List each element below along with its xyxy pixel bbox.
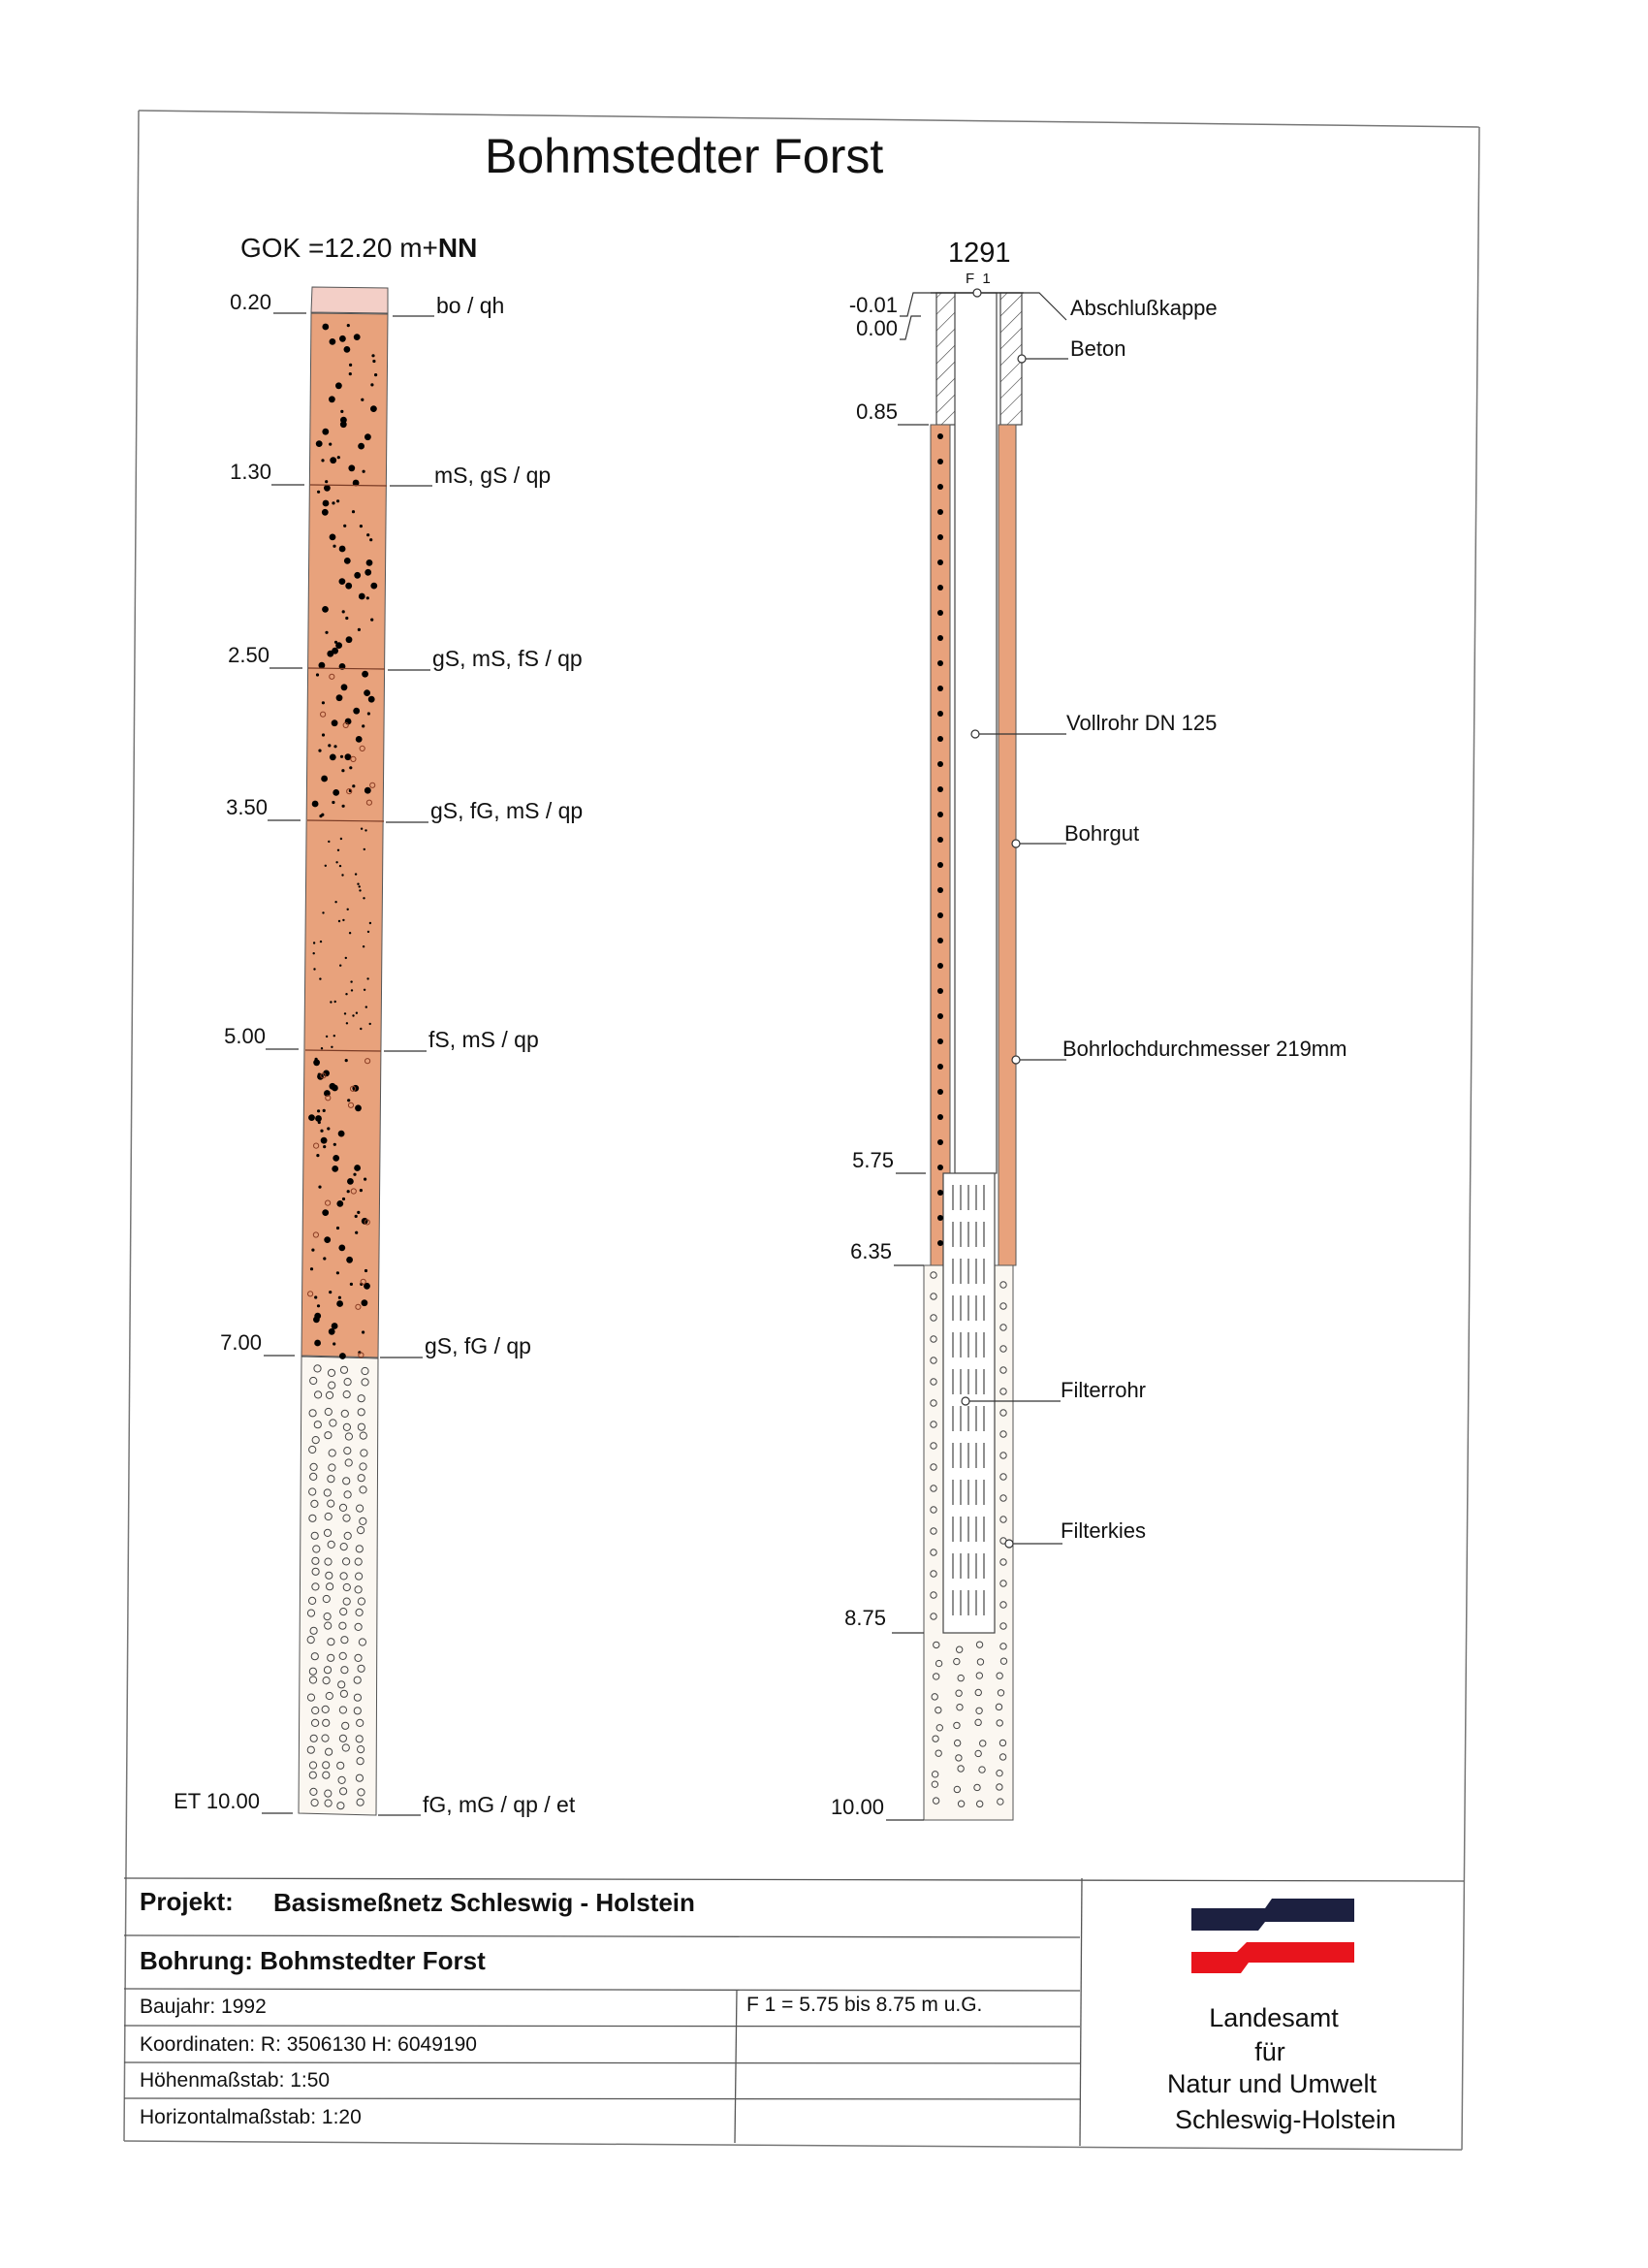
gravel-dot xyxy=(357,1211,360,1214)
gravel-dot xyxy=(364,569,371,576)
gravel-dot xyxy=(336,499,339,502)
gravel-dot xyxy=(330,1001,332,1003)
bohrung-label: Bohrung: Bohmstedter Forst xyxy=(140,1946,486,1975)
gravel-dot xyxy=(338,920,340,922)
gravel-dot xyxy=(336,1200,343,1207)
bohrgut-dot xyxy=(937,711,943,717)
gravel-dot xyxy=(354,1165,361,1171)
gravel-dot xyxy=(364,1269,367,1272)
gravel-dot xyxy=(332,1085,338,1092)
layer-label: fG, mG / qp / et xyxy=(423,1792,576,1817)
gravel-dot xyxy=(347,909,349,910)
bohrgut-dot xyxy=(937,1089,943,1095)
projekt-value: Basismeßnetz Schleswig - Holstein xyxy=(273,1888,695,1917)
gravel-dot xyxy=(332,1323,338,1329)
gravel-dot xyxy=(352,784,355,787)
gravel-dot xyxy=(364,989,365,991)
gravel-dot xyxy=(319,977,321,979)
gravel-dot xyxy=(367,931,369,933)
annotation-beton: Beton xyxy=(1070,336,1126,361)
gravel-dot xyxy=(361,828,363,830)
gravel-dot xyxy=(323,1109,326,1112)
gravel-dot xyxy=(336,1300,343,1307)
gravel-dot xyxy=(313,1317,320,1324)
gravel-dot xyxy=(340,410,343,413)
gravel-dot xyxy=(326,1036,328,1038)
gravel-dot xyxy=(311,1249,314,1252)
gravel-dot xyxy=(330,534,336,541)
gravel-dot xyxy=(363,470,365,473)
gravel-dot xyxy=(339,335,346,342)
bohrgut-dot xyxy=(937,585,943,591)
gravel-dot xyxy=(346,1257,353,1263)
gravel-dot xyxy=(321,776,328,783)
gravel-dot xyxy=(340,417,347,424)
bohrgut-dot xyxy=(937,635,943,641)
filter-range: F 1 = 5.75 bis 8.75 m u.G. xyxy=(746,1994,983,2016)
gravel-dot xyxy=(364,1178,366,1181)
gravel-dot xyxy=(343,525,346,527)
gravel-dot xyxy=(325,865,327,867)
bohrgut-dot xyxy=(937,660,943,666)
gravel-dot xyxy=(322,911,324,913)
gravel-dot xyxy=(360,1189,363,1192)
agency-line: für xyxy=(1254,2037,1285,2066)
filter-id: F 1 xyxy=(966,271,993,287)
gravel-dot xyxy=(370,583,377,590)
well-depth-label: 0.00 xyxy=(856,316,898,340)
gravel-dot xyxy=(338,1131,345,1137)
bohrgut-dot xyxy=(937,484,943,490)
gravel-dot xyxy=(333,1035,335,1037)
layer-label: mS, gS / qp xyxy=(434,463,552,488)
gravel-dot xyxy=(349,932,351,934)
gravel-dot xyxy=(339,546,346,553)
gravel-dot xyxy=(324,1236,331,1243)
bohrgut-dot xyxy=(937,761,943,767)
label-leaders xyxy=(378,316,434,1815)
gravel-dot xyxy=(366,559,373,566)
gravel-dot xyxy=(333,745,336,748)
well-depth-label: -0.01 xyxy=(848,293,898,317)
soil-profile-column xyxy=(262,287,434,1815)
profile-depth-label: 7.00 xyxy=(220,1330,262,1355)
gravel-dot xyxy=(351,989,353,991)
gravel-dot xyxy=(342,1198,345,1200)
gravel-dot xyxy=(358,443,364,450)
gravel-dot xyxy=(338,1296,341,1299)
profile-depth-label: 0.20 xyxy=(230,290,271,314)
gravel-dot xyxy=(322,701,325,704)
gravel-dot xyxy=(363,945,364,947)
well-depth-label: 5.75 xyxy=(852,1148,894,1172)
gravel-dot xyxy=(337,849,339,851)
gravel-dot xyxy=(359,889,361,891)
gravel-dot xyxy=(359,885,361,887)
gravel-dot xyxy=(321,1137,328,1144)
gravel-dot xyxy=(329,443,332,446)
gravel-dot xyxy=(333,1143,336,1146)
gravel-dot xyxy=(316,1154,319,1157)
gravel-dot xyxy=(371,354,374,357)
annotation-filterkies: Filterkies xyxy=(1061,1518,1147,1543)
lanu-logo xyxy=(1191,1899,1354,1973)
gravel-dot xyxy=(342,610,345,613)
gravel-dot xyxy=(325,480,328,483)
bohrgut-dot xyxy=(937,786,943,792)
gravel-dot xyxy=(364,848,365,850)
gravel-dot xyxy=(354,572,361,579)
gravel-dot xyxy=(315,1115,322,1122)
gravel-dot xyxy=(318,1186,321,1189)
gravel-dot xyxy=(339,1353,346,1359)
gravel-dot xyxy=(349,372,352,375)
gravel-dot xyxy=(372,360,375,363)
gravel-dot xyxy=(333,1342,335,1345)
gravel-dot xyxy=(357,883,359,885)
gravel-dot xyxy=(322,509,329,516)
profile-depth-label: 1.30 xyxy=(230,460,271,484)
gravel-dot xyxy=(339,578,346,585)
gravel-dot xyxy=(327,1127,330,1130)
bohrgut-dot xyxy=(937,837,943,843)
horizontalmassstab: Horizontalmaßstab: 1:20 xyxy=(140,2106,362,2128)
gravel-dot xyxy=(329,1291,332,1294)
gravel-dot xyxy=(335,861,337,863)
gravel-dot xyxy=(366,533,369,536)
gravel-dot xyxy=(362,1330,364,1333)
gravel-dot xyxy=(347,1178,354,1185)
gravel-dot xyxy=(353,1173,356,1176)
gravel-dot xyxy=(313,968,315,970)
gravel-dot xyxy=(339,865,341,867)
gravel-dot xyxy=(340,755,343,758)
gravel-dot xyxy=(313,1059,320,1066)
gravel-dot xyxy=(345,753,352,760)
gravel-dot xyxy=(345,993,347,995)
gravel-dot xyxy=(317,1304,320,1307)
gravel-dot xyxy=(355,873,357,875)
gravel-dot xyxy=(308,1114,315,1121)
well-depth-label: 0.85 xyxy=(856,399,898,424)
gravel-dot xyxy=(316,440,323,447)
gravel-dot xyxy=(332,648,338,655)
bohrgut-dot xyxy=(937,459,943,464)
koordinaten: Koordinaten: R: 3506130 H: 6049190 xyxy=(140,2033,477,2056)
bohrgut-dot xyxy=(937,1064,943,1070)
gravel-dot xyxy=(322,606,329,613)
hoehenmassstab: Höhenmaßstab: 1:50 xyxy=(140,2069,331,2092)
gravel-dot xyxy=(322,733,325,736)
profile-depth-label: 5.00 xyxy=(224,1024,266,1048)
bohrgut-dot xyxy=(937,862,943,868)
gravel-dot xyxy=(317,1109,320,1112)
well-depth-label: 10.00 xyxy=(830,1795,884,1819)
gravel-dot xyxy=(330,338,336,345)
gravel-dot xyxy=(360,525,363,527)
gok-bold: NN xyxy=(437,233,478,263)
gravel-dot xyxy=(352,510,355,513)
bohrgut-dot xyxy=(937,559,943,565)
gravel-dot xyxy=(333,1155,339,1162)
gravel-dot xyxy=(349,766,352,769)
annotation-bohrlochdurchmesser: Bohrlochdurchmesser 219mm xyxy=(1062,1037,1347,1061)
gravel-dot xyxy=(325,631,328,634)
gravel-dot xyxy=(328,744,331,747)
gravel-dot xyxy=(354,334,361,340)
gravel-dot xyxy=(331,1046,333,1048)
gravel-dot xyxy=(345,1059,348,1062)
gravel-dot xyxy=(369,538,372,541)
bohrgut-dot xyxy=(937,1139,943,1145)
gravel-dot xyxy=(330,457,336,463)
annotation-bohrgut: Bohrgut xyxy=(1064,821,1140,846)
bohrgut-dot xyxy=(937,963,943,969)
projekt-label: Projekt: xyxy=(140,1887,234,1916)
layer-label: bo / qh xyxy=(436,293,505,318)
gravel-dot xyxy=(363,897,364,899)
well-depth-label: 6.35 xyxy=(850,1239,892,1263)
gravel-dot xyxy=(344,346,351,353)
gravel-dot xyxy=(346,636,353,643)
bohrgut-dot xyxy=(937,1114,943,1120)
profile-depth-label: ET 10.00 xyxy=(174,1789,260,1813)
gravel-dot xyxy=(334,901,336,903)
gravel-dot xyxy=(323,500,330,507)
gravel-dot xyxy=(355,1215,358,1218)
page-title: Bohmstedter Forst xyxy=(485,129,884,183)
gravel-dot xyxy=(345,957,347,959)
gravel-dot xyxy=(364,787,371,794)
gravel-dot xyxy=(335,382,342,389)
gravel-dot xyxy=(360,1028,362,1030)
gravel-dot xyxy=(336,1227,339,1230)
gravel-dot xyxy=(313,952,315,954)
gravel-dot xyxy=(348,464,355,471)
gravel-dot xyxy=(330,397,333,399)
gravel-dot xyxy=(370,619,373,622)
well-number: 1291 xyxy=(948,238,1011,269)
gravel-dot xyxy=(317,491,320,494)
gravel-dot xyxy=(322,429,329,435)
bohrgut-dot xyxy=(937,912,943,918)
annotation-abschlusskappe: Abschlußkappe xyxy=(1070,296,1218,320)
agency-line: Natur und Umwelt xyxy=(1166,2069,1378,2098)
gok-prefix: GOK =12.20 m+ xyxy=(240,233,438,263)
gravel-dot xyxy=(362,671,368,678)
gravel-dot xyxy=(323,1145,326,1148)
gravel-dot xyxy=(362,1299,368,1306)
gravel-dot xyxy=(344,558,351,564)
gravel-dot xyxy=(313,942,315,943)
gravel-dot xyxy=(369,1023,371,1025)
bohrgut-dot xyxy=(937,812,943,817)
annotation-filterrohr: Filterrohr xyxy=(1061,1378,1147,1402)
gravel-dot xyxy=(332,1166,338,1172)
gravel-dot xyxy=(345,617,348,620)
gravel-dot xyxy=(333,545,335,548)
gravel-dot xyxy=(359,593,365,600)
gravel-dot xyxy=(361,399,364,401)
bohrgut-dot xyxy=(937,1013,943,1019)
layer-label: gS, fG, mS / qp xyxy=(430,798,584,823)
gravel-dot xyxy=(342,919,344,921)
gravel-dot xyxy=(314,1295,317,1298)
gravel-dot xyxy=(329,1328,335,1335)
gravel-dot xyxy=(355,1104,362,1111)
gravel-dot xyxy=(364,829,366,831)
gravel-dot xyxy=(324,485,331,492)
bohrgut-dot xyxy=(937,1240,943,1246)
gravel-dot xyxy=(332,719,338,726)
well-construction xyxy=(886,289,1068,1820)
bohrgut-dot xyxy=(937,1190,943,1196)
gravel-dot xyxy=(321,1047,323,1049)
bohrgut-dot xyxy=(937,1215,943,1221)
gravel-dot xyxy=(347,1190,350,1193)
layer-label: gS, mS, fS / qp xyxy=(432,646,583,671)
bohrgut-dot xyxy=(937,1038,943,1044)
gravel-dot xyxy=(323,1257,326,1260)
gravel-dot xyxy=(349,364,352,367)
layer-label: fS, mS / qp xyxy=(428,1027,539,1052)
gravel-dot xyxy=(336,694,343,701)
gravel-dot xyxy=(312,801,319,808)
bohrgut-dot xyxy=(937,988,943,994)
bohrgut-dot xyxy=(937,509,943,515)
gravel-dot xyxy=(322,324,329,331)
gravel-dot xyxy=(334,1001,336,1003)
gravel-dot xyxy=(368,696,375,703)
gravel-dot xyxy=(322,1209,329,1216)
bohrgut-left xyxy=(931,425,950,1265)
gravel-dot xyxy=(350,1283,353,1286)
gravel-dot xyxy=(370,405,377,412)
gravel-dot xyxy=(356,736,363,743)
bohrgut-dot xyxy=(937,534,943,540)
gravel-dot xyxy=(310,1267,313,1270)
gravel-dot xyxy=(314,1340,321,1347)
gravel-dot xyxy=(337,456,340,459)
beton-left xyxy=(936,293,956,425)
baujahr: Baujahr: 1992 xyxy=(140,1996,267,2018)
gravel-dot xyxy=(366,977,368,979)
gravel-dot xyxy=(320,941,322,942)
gravel-dot xyxy=(353,708,360,715)
layer-topsoil xyxy=(311,287,388,313)
gravel-dot xyxy=(339,965,341,967)
gravel-dot xyxy=(334,641,337,644)
gravel-dot xyxy=(328,841,330,843)
well-depth-label: 8.75 xyxy=(844,1606,886,1630)
gravel-dot xyxy=(344,1012,346,1014)
bohrgut-dot xyxy=(937,736,943,742)
bohrgut-dot xyxy=(937,610,943,616)
gravel-dot xyxy=(369,922,371,924)
gravel-dot xyxy=(320,1130,323,1133)
gravel-dot xyxy=(318,750,321,752)
gravel-dot xyxy=(370,383,373,386)
gravel-dot xyxy=(347,1099,350,1102)
gravel-dot xyxy=(364,689,370,696)
profile-depth-label: 3.50 xyxy=(226,795,268,819)
gravel-dot xyxy=(341,769,344,772)
gravel-dot xyxy=(362,724,364,727)
gravel-dot xyxy=(346,1022,348,1024)
gravel-dot xyxy=(340,838,342,840)
layer-label: gS, fG / qp xyxy=(425,1333,531,1358)
gravel-dot xyxy=(330,754,336,761)
gravel-dot xyxy=(333,789,339,796)
profile-depth-label: 2.50 xyxy=(228,643,269,667)
bohrgut-dot xyxy=(937,686,943,691)
gravel-dot xyxy=(332,501,334,504)
bohrgut-dot xyxy=(937,1165,943,1170)
gravel-dot xyxy=(350,980,352,982)
gravel-dot xyxy=(365,1006,367,1007)
gravel-dot xyxy=(345,583,352,590)
gravel-dot xyxy=(366,596,369,599)
ground-level-label xyxy=(240,233,477,264)
gravel-dot xyxy=(341,684,348,690)
gravel-dot xyxy=(364,433,371,440)
agency-line: Landesamt xyxy=(1209,2003,1339,2032)
gravel-dot xyxy=(367,712,370,715)
gravel-dot xyxy=(321,459,324,462)
gravel-dot xyxy=(332,801,334,804)
gravel-dot xyxy=(358,628,361,631)
agency-line: Schleswig-Holstein xyxy=(1174,2105,1397,2134)
gravel-dot xyxy=(336,1271,339,1274)
gravel-dot xyxy=(319,815,322,817)
bohrgut-dot xyxy=(937,887,943,893)
gravel-dot xyxy=(316,673,319,676)
gravel-dot xyxy=(352,1014,354,1016)
annotation-vollrohr: Vollrohr DN 125 xyxy=(1066,711,1218,735)
gravel-dot xyxy=(341,874,343,876)
gravel-dot xyxy=(374,373,377,376)
bohrgut-dot xyxy=(937,938,943,943)
layer-sand-gravel xyxy=(301,313,388,1358)
gravel-dot xyxy=(355,1231,358,1234)
gravel-dot xyxy=(338,1245,345,1252)
cap-marker xyxy=(973,289,981,297)
gravel-dot xyxy=(347,324,350,327)
bohrgut-dot xyxy=(937,433,943,439)
gravel-dot xyxy=(342,805,345,808)
gravel-dot xyxy=(356,1012,358,1014)
